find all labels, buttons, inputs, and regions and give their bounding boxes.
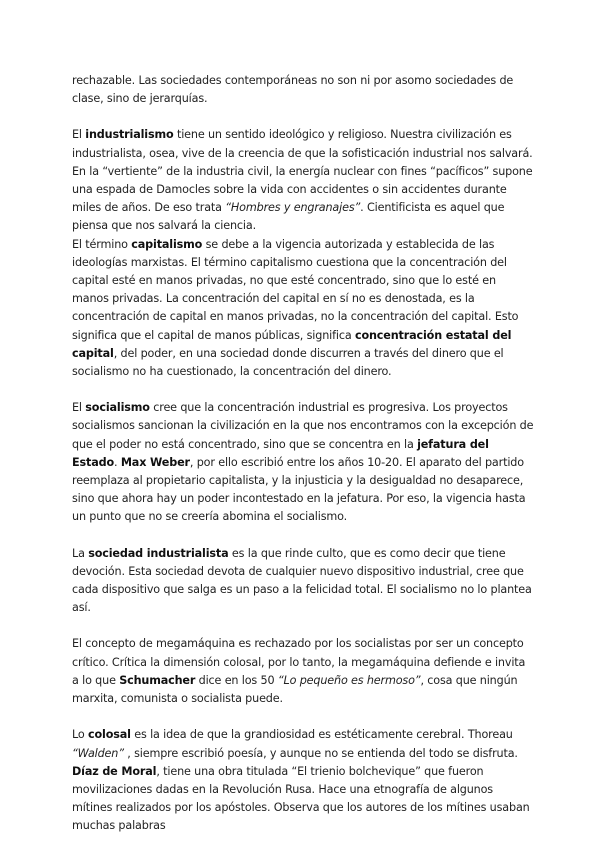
bold-term: Max Weber bbox=[120, 455, 190, 469]
bold-term: sociedad industrialista bbox=[88, 546, 229, 560]
document-body bbox=[72, 72, 534, 836]
bold-term: Díaz de Moral bbox=[72, 764, 157, 778]
text-run: El bbox=[72, 401, 86, 415]
bold-term: industrialismo bbox=[85, 128, 174, 142]
italic-title: “Hombres y engranajes” bbox=[225, 201, 361, 215]
text-run: El bbox=[72, 128, 86, 142]
italic-title: “Walden” bbox=[72, 746, 124, 760]
italic-title: “Lo pequeño es hermoso” bbox=[277, 673, 421, 687]
bold-term: colosal bbox=[88, 728, 131, 742]
paragraph-gap bbox=[72, 381, 534, 399]
bold-term: concentración estatal del capital bbox=[72, 328, 512, 360]
paragraph-p3 bbox=[72, 399, 534, 526]
paragraph-gap bbox=[72, 617, 534, 635]
text-run: . Cientificista es aquel que piensa que nos salvará la ciencia. bbox=[72, 201, 505, 233]
text-run: , siempre escribió poesía, y aunque no se entienda del todo se disfruta. bbox=[123, 746, 518, 760]
bold-term: Schumacher bbox=[119, 673, 196, 687]
paragraph-p6 bbox=[72, 726, 534, 835]
paragraph-p1 bbox=[72, 126, 534, 235]
text-run: , tiene una obra titulada “El trienio bolchevique” que fueron movilizaciones dadas en la Revolución Rusa. Hace una etnografía de algunos mítines realizados por los apóstoles. Observa que los autores de los mítines usaban muchas palabras bbox=[72, 764, 530, 833]
text-run: , cosa que ningún marxita, comunista o socialista puede. bbox=[72, 673, 518, 706]
bold-term: socialismo bbox=[85, 401, 150, 415]
text-run: dice en los 50 bbox=[195, 673, 278, 687]
text-run: . bbox=[114, 455, 121, 469]
text-run: es la idea de que la grandiosidad es estéticamente cerebral. Thoreau bbox=[130, 728, 513, 742]
bold-term: jefatura del Estado bbox=[72, 437, 489, 469]
text-run: rechazable. Las sociedades contemporáneas no son ni por asomo sociedades de clase, sino de jerarquías. bbox=[72, 74, 514, 106]
text-run: La bbox=[72, 546, 89, 560]
paragraph-p2 bbox=[72, 236, 534, 382]
text-run: tiene un sentido ideológico y religioso. Nuestra civilización es industrialista, osea, vive de la creencia de que la sofisticación industrial nos salvará. En la “vertiente” de la industria civil, la energía nuclear con fines “pacíficos” supone una espada de Damocles sobre la vida con accidentes o sin accidentes durante miles de años. De eso trata bbox=[72, 128, 533, 215]
text-run: Lo bbox=[72, 728, 88, 742]
text-run: es la que rinde culto, que es como decir que tiene devoción. Esta sociedad devota de cualquier nuevo dispositivo industrial, cree que cada dispositivo que salga es un paso a la felicidad total. El socialismo no lo plantea así. bbox=[72, 546, 532, 615]
bold-term: capitalismo bbox=[131, 237, 203, 251]
text-run: , del poder, en una sociedad donde discurren a través del dinero que el socialismo no ha cuestionado, la concentración del dinero. bbox=[72, 346, 504, 379]
paragraph-gap bbox=[72, 527, 534, 545]
text-run: El término bbox=[72, 237, 132, 251]
paragraph-gap bbox=[72, 108, 534, 126]
text-run: cree que la concentración industrial es progresiva. Los proyectos socialismos sancionan la civilización en la que nos encontramos con la excepción de que el poder no está concentrado, sino que se concentra en la bbox=[72, 401, 534, 451]
text-run: El concepto de megamáquina es rechazado por los socialistas por ser un concepto crítico. Crítica la dimensión colosal, por lo tanto, la megamáquina defiende e invita a lo que bbox=[72, 637, 526, 687]
text-run: , por ello escribió entre los años 10-20. El aparato del partido reemplaza al propietario capitalista, y la injusticia y la desigualdad no desaparece, sino que ahora hay un poder incontestado en la jefatura. Por eso, la vigencia hasta un punto que no se creería abomina el socialismo. bbox=[72, 455, 526, 524]
paragraph-gap bbox=[72, 708, 534, 726]
paragraph-p0 bbox=[72, 72, 534, 108]
paragraph-p4 bbox=[72, 545, 534, 618]
text-run: se debe a la vigencia autorizada y establecida de las ideologías marxistas. El término capitalismo cuestiona que la concentración del capital esté en manos privadas, no que esté concentrado, sino que lo esté en manos privadas. La concentración del capital en sí no es denostada, es la concentración de capital en manos privadas, no la concentración del capital. Esto significa que el capital de manos públicas, significa bbox=[72, 237, 519, 342]
paragraph-p5 bbox=[72, 635, 534, 708]
